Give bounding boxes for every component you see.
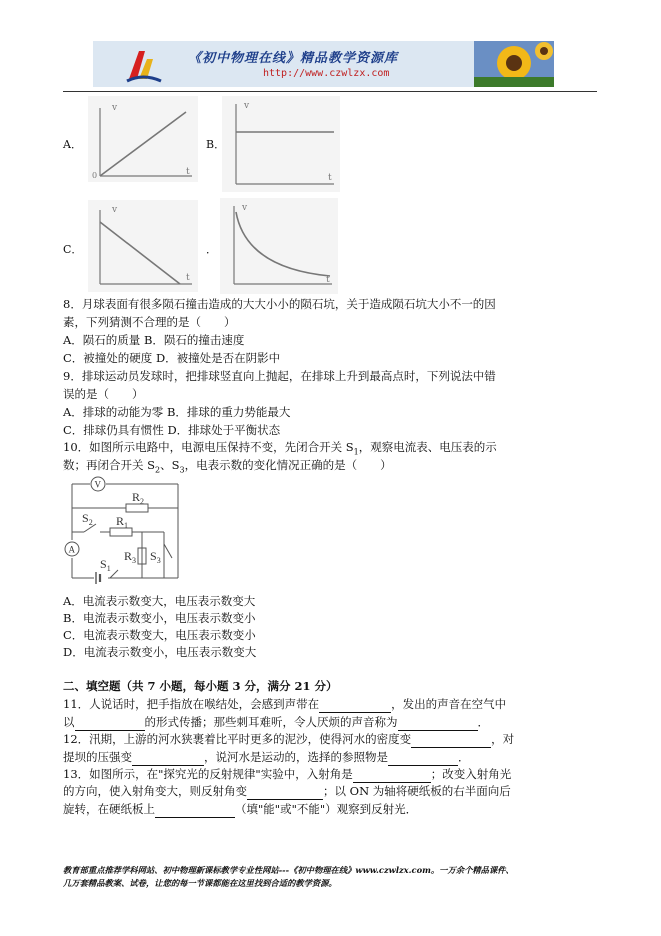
option-a-label: A． [63,138,82,151]
q8-options-cd[interactable]: C．被撞处的硬度 D．被撞处是否在阴影中 [63,351,281,365]
svg-text:R3: $R_3$ [124,549,137,565]
q8-stem-line2: 素，下列猜测不合理的是（ ） [63,315,236,329]
svg-text:0: 0 [92,171,98,180]
svg-text:V: V [94,479,101,490]
q12-blank3[interactable] [388,753,458,766]
svg-text:v: v [244,101,250,111]
q13-line2: 的方向，使入射角变大，则反射角变 ；以 ON 为轴将硬纸板的右半面向后 [63,784,511,798]
q11-blank3[interactable] [398,718,478,731]
q12-blank2[interactable] [132,753,204,766]
q9-stem-line2: 误的是（ ） [63,387,144,401]
q13-blank2[interactable] [247,787,323,800]
svg-text:t: t [326,275,330,285]
q9-options-cd[interactable]: C．排球仍具有惯性 D．排球处于平衡状态 [63,423,281,437]
q12-blank1[interactable] [411,735,491,748]
footer-line1: 教育部重点推荐学科网站、初中物理新课标教学专业性网站---《初中物理在线》www.czwlzx.com。一万余个精品课件、 [63,865,514,875]
q10-stem-line2: 数；再闭合开关 $S_2$、$S_3$，电表示数的变化情况正确的是（ ） [63,458,392,475]
graph-c[interactable] [88,200,198,292]
q13-blank1[interactable] [353,770,431,783]
site-title: 《初中物理在线》精品教学资源库 [188,51,399,66]
site-logo-icon [123,45,163,83]
header-banner [93,41,554,87]
sunflower-icon [474,41,554,87]
q9-options-ab[interactable]: A．排球的动能为零 B．排球的重力势能最大 [63,405,291,419]
q10-stem-line1: 10．如图所示电路中，电源电压保持不变，先闭合开关 $S_1$，观察电流表、电压表的示 [63,440,497,457]
q10-option-c[interactable]: C．电流表示数变大，电压表示数变小 [63,628,256,642]
svg-text:R2: $R_2$ [132,490,145,506]
option-b-label: B． [206,138,226,151]
q11-line1: 11．人说话时，把手指放在喉结处，会感到声带在 ，发出的声音在空气中 [63,697,507,711]
q10-option-b[interactable]: B．电流表示数变小，电压表示数变小 [63,611,256,625]
section2-title: 二、填空题（共 7 小题，每小题 3 分，满分 21 分） [63,679,338,693]
q9-stem-line1: 9．排球运动员发球时，把排球竖直向上抛起，在排球上升到最高点时，下列说法中错 [63,369,496,383]
q13-line3: 旋转，在硬纸板上 （填"能"或"不能"）观察到反射光． [63,802,418,816]
q11-blank1[interactable] [319,700,391,713]
q8-stem-line1: 8．月球表面有很多陨石撞击造成的大大小小的陨石坑，关于造成陨石坑大小不一的因 [63,297,496,311]
q12-line1: 12．汛期，上游的河水狭裹着比平时更多的泥沙，使得河水的密度变 ，对 [63,732,515,746]
svg-text:t: t [328,173,332,183]
svg-text:S2: $S_2$ [82,511,93,527]
svg-text:S1: $S_1$ [100,557,111,573]
q13-blank3[interactable] [155,805,235,818]
q11-line2: 以 的形式传播；那些刺耳难听，令人厌烦的声音称为 ． [63,715,489,729]
graph-d[interactable] [220,198,338,294]
svg-text:R1: $R_1$ [116,514,129,530]
q12-line2: 提坝的压强变 ，说河水是运动的，选择的参照物是 ． [63,750,470,764]
svg-text:v: v [112,103,118,113]
q10-option-d[interactable]: D．电流表示数变小，电压表示数变大 [63,645,257,659]
q10-circuit-diagram [60,474,188,586]
graph-a[interactable] [88,96,198,182]
svg-text:v: v [112,205,118,215]
q11-blank2[interactable] [75,718,145,731]
q8-options-ab[interactable]: A．陨石的质量 B．陨石的撞击速度 [63,333,245,347]
graph-b[interactable] [222,96,340,192]
svg-text:v: v [242,203,248,213]
svg-text:S3: $S_3$ [150,549,161,565]
option-c-label: C． [63,243,83,256]
q10-option-a[interactable]: A．电流表示数变大，电压表示数变大 [63,594,256,608]
option-d-label: ． [206,243,217,256]
site-url[interactable]: http://www.czwlzx.com [263,68,390,79]
footer-line2: 几万套精品教案、试卷，让您的每一节课都能在这里找到合适的教学资源。 [63,878,337,888]
q13-line1: 13．如图所示，在"探究光的反射规律"实验中，入射角是 ；改变入射角光 [63,767,512,781]
svg-text:t: t [186,167,190,177]
svg-text:t: t [186,273,190,283]
svg-text:A: A [68,544,75,555]
header-rule [63,91,597,92]
